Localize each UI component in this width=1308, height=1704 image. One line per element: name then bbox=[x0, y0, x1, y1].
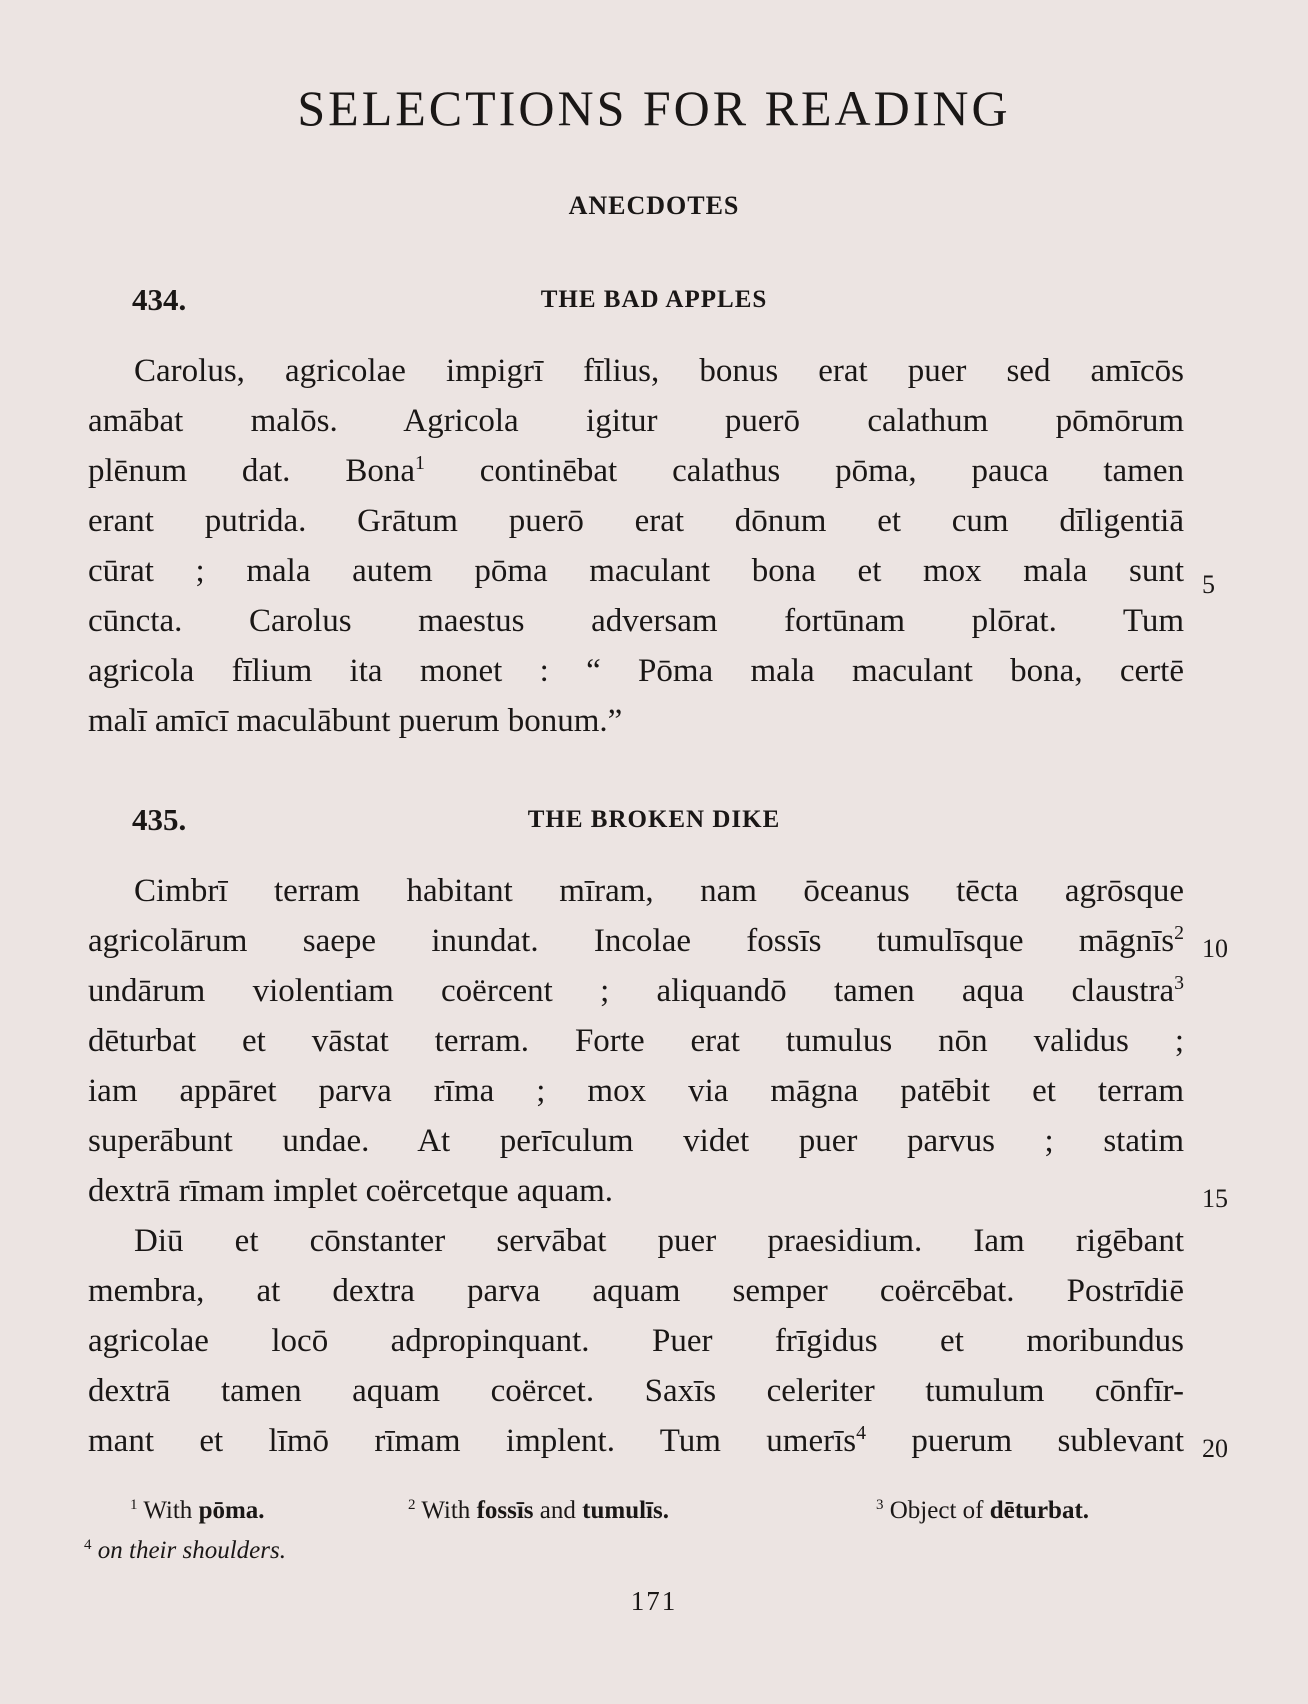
page-title: SELECTIONS FOR READING bbox=[297, 80, 1011, 136]
text-line: malī amīcī maculābunt puerum bonum.” bbox=[88, 703, 623, 739]
text-line: membra, at dextra parva aquam semper coërcēbat. Postrīdiē bbox=[88, 1273, 1184, 1309]
text-line: dextrā rīmam implet coërcetque aquam. bbox=[88, 1173, 614, 1209]
section-heading: ANECDOTES bbox=[568, 191, 740, 220]
footnote-mark: 2 bbox=[408, 1497, 416, 1513]
text-line: Carolus, agricolae impigrī fīlius, bonus erat puer sed amīcōs bbox=[134, 353, 1184, 389]
line-number: 5 bbox=[1202, 570, 1215, 599]
footnote-mark: 4 bbox=[84, 1537, 92, 1553]
footnote-ref: 4 bbox=[856, 1422, 866, 1445]
text-line bbox=[88, 916, 1184, 966]
text-line: superābunt undae. At perīculum videt puer parvus ; statim bbox=[88, 1123, 1184, 1159]
line-number: 15 bbox=[1202, 1184, 1228, 1213]
text-line: iam appāret parva rīma ; mox via māgna patēbit et terram bbox=[88, 1073, 1184, 1109]
footnote-ref: 2 bbox=[1174, 922, 1184, 945]
footnote: $^4$ on their shoulders. bbox=[84, 1537, 286, 1564]
section-title: THE BAD APPLES bbox=[540, 286, 768, 313]
text-line: agricola fīlium ita monet : “ Pōma mala maculant bona, certē bbox=[88, 653, 1184, 689]
text-fragment: plēnum dat. Bona bbox=[88, 453, 415, 489]
text-fragment: continēbat calathus pōma, pauca tamen bbox=[479, 453, 1184, 489]
text-line: Diū et cōnstanter servābat puer praesidium. Iam rigēbant bbox=[134, 1223, 1184, 1259]
footnote-ref: 1 bbox=[414, 452, 425, 475]
footnote: $^3$ Object of dēturbat. bbox=[876, 1497, 1090, 1524]
line-number: 10 bbox=[1202, 934, 1228, 963]
text-fragment: puerum sublevant bbox=[911, 1423, 1185, 1459]
text-line bbox=[88, 966, 1184, 1016]
text-line: dēturbat et vāstat terram. Forte erat tumulus nōn validus ; bbox=[88, 1023, 1184, 1059]
footnote-mark: 3 bbox=[876, 1497, 884, 1513]
text-line: cūrat ; mala autem pōma maculant bona et mox mala sunt bbox=[88, 553, 1184, 589]
line-number: 20 bbox=[1202, 1434, 1228, 1463]
footnote: $^1$ With pōma. bbox=[130, 1497, 265, 1524]
text-fragment: mant et līmō rīmam implent. Tum umerīs bbox=[88, 1423, 857, 1459]
section-title: THE BROKEN DIKE bbox=[527, 806, 781, 833]
text-line bbox=[88, 446, 1184, 496]
text-line: amābat malōs. Agricola igitur puerō calathum pōmōrum bbox=[88, 403, 1184, 439]
text-line: cūncta. Carolus maestus adversam fortūnam plōrat. Tum bbox=[88, 603, 1184, 639]
text-line: erant putrida. Grātum puerō erat dōnum et cum dīligentiā bbox=[88, 503, 1184, 539]
text-line: Cimbrī terram habitant mīram, nam ōceanus tēcta agrōsque bbox=[134, 873, 1184, 909]
footnote: $^2$ With fossīs and tumulīs. bbox=[408, 1497, 669, 1524]
text-line: agricolae locō adpropinquant. Puer frīgidus et moribundus bbox=[88, 1323, 1184, 1359]
text-line bbox=[88, 1416, 1184, 1466]
section-number: 434. bbox=[132, 282, 187, 317]
text-fragment: undārum violentiam coërcent ; aliquandō tamen aqua claustra bbox=[88, 973, 1175, 1009]
footnote-mark: 1 bbox=[130, 1497, 138, 1513]
text-fragment: agricolārum saepe inundat. Incolae fossīs tumulīsque māgnīs bbox=[88, 923, 1175, 959]
text-line: dextrā tamen aquam coërcet. Saxīs celeriter tumulum cōnfīr- bbox=[88, 1373, 1184, 1409]
page-number: 171 bbox=[630, 1586, 678, 1616]
footnote-ref: 3 bbox=[1174, 972, 1184, 995]
section-number: 435. bbox=[132, 802, 187, 837]
